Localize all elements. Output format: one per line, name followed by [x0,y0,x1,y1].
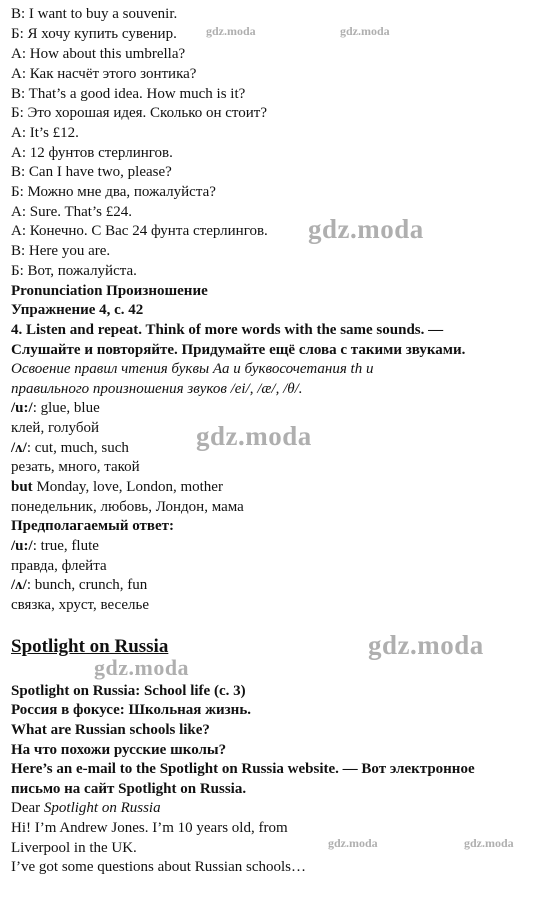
exercise-label: Упражнение 4, с. 42 [11,302,144,318]
question-english: What are Russian schools like? [11,722,210,738]
subtitle-russian: Россия в фокусе: Школьная жизнь. [11,702,251,718]
dialogue-line: A: Sure. That’s £24. [11,204,132,220]
translation-line: понедельник, любовь, Лондон, мама [11,499,244,515]
subtitle: Spotlight on Russia: School life (c. 3) [11,683,246,699]
sound-line [11,439,129,458]
sound-words: : true, flute [32,538,99,554]
dialogue-line: Б: Вот, пожалуйста. [11,263,137,279]
watermark: gdz.moda [206,24,256,38]
dialogue-line: Б: Это хорошая идея. Сколько он стоит? [11,105,268,121]
salutation [11,799,161,818]
sound-label: /ʌ/ [11,577,27,593]
letter-body: Liverpool in the UK. [11,840,137,856]
dialogue-line: Б: Я хочу купить сувенир. [11,26,177,42]
watermark: gdz.moda [94,655,190,680]
translation-line: связка, хруст, веселье [11,597,149,613]
dialogue-line: А: 12 фунтов стерлингов. [11,145,173,161]
question-russian: На что похожи русские школы? [11,742,227,758]
sound-words: Monday, love, London, mother [32,479,223,495]
answer-title: Предполагаемый ответ: [11,518,175,534]
intro-line: письмо на сайт Spotlight on Russia. [11,781,247,797]
sound-label: /u:/ [11,400,33,416]
watermark: gdz.moda [464,836,514,850]
note-line: Освоение правил чтения буквы Aa и буквосочетания th и [11,361,374,377]
dialogue-line: B: That’s a good idea. How much is it? [11,86,246,102]
section-title: Pronunciation Произношение [11,283,208,299]
sound-line [11,478,223,497]
dialogue-line: Б: Можно мне два, пожалуйста? [11,184,216,200]
watermark: gdz.moda [368,630,484,660]
watermark: gdz.moda [308,214,424,244]
salutation-name: Spotlight on Russia [43,800,161,816]
sound-words: : bunch, crunch, fun [26,577,148,593]
translation-line: правда, флейта [11,558,107,574]
salutation-prefix: Dear [11,800,44,816]
watermark: gdz.moda [196,421,312,451]
task-russian: Слушайте и повторяйте. Придумайте ещё слова с такими звуками. [11,342,466,358]
translation-line: резать, много, такой [11,459,140,475]
sound-label: /u:/ [11,538,33,554]
dialogue-line: B: Can I have two, please? [11,164,172,180]
dialogue-line: А: Как насчёт этого зонтика? [11,66,197,82]
sound-label: /ʌ/ [11,440,27,456]
sound-line [11,537,99,556]
letter-body: I’ve got some questions about Russian schools… [11,859,306,875]
watermark: gdz.moda [328,836,378,850]
sound-label: but [11,479,33,495]
note-line: правильного произношения звуков /ei/, /æ/, /θ/. [11,381,303,397]
dialogue-line: B: Here you are. [11,243,111,259]
translation-line: клей, голубой [11,420,99,436]
dialogue-line: А: Конечно. С Вас 24 фунта стерлингов. [11,223,268,239]
letter-body: Hi! I’m Andrew Jones. I’m 10 years old, from [11,820,288,836]
task-english: 4. Listen and repeat. Think of more words with the same sounds. — [11,322,444,338]
dialogue-line: B: I want to buy a souvenir. [11,6,178,22]
dialogue-line: A: How about this umbrella? [11,46,186,62]
sound-line [11,576,147,595]
watermark: gdz.moda [340,24,390,38]
sound-line [11,399,100,418]
section-heading: Spotlight on Russia [11,636,169,657]
sound-words: : glue, blue [32,400,100,416]
sound-words: : cut, much, such [26,440,129,456]
dialogue-line: A: It’s £12. [11,125,79,141]
intro-line: Here’s an e-mail to the Spotlight on Russia website. — Вот электронное [11,761,475,777]
